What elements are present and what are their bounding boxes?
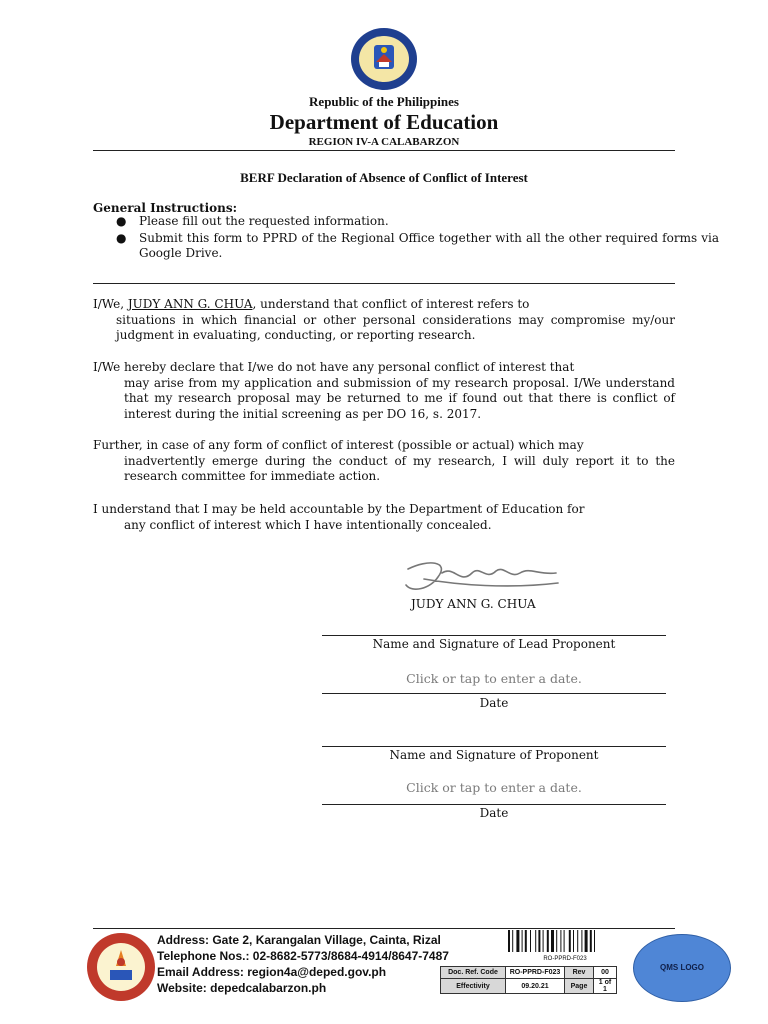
proponent-date-line xyxy=(322,804,666,805)
deped-seal-logo xyxy=(346,26,422,92)
barcode-text: RO-PPRD-F023 xyxy=(543,956,587,962)
footer-website: Website: depedcalabarzon.ph xyxy=(157,981,327,995)
footer-email: Email Address: region4a@deped.gov.ph xyxy=(157,965,387,979)
doc-ref-label: Doc. Ref. Code xyxy=(441,967,506,979)
region-seal-logo xyxy=(86,932,156,1002)
effectivity-label: Effectivity xyxy=(441,979,506,994)
form-title: BERF Declaration of Absence of Conflict of Interest xyxy=(240,170,528,185)
lead-signature-line xyxy=(322,635,666,636)
page-value: 1 of 1 xyxy=(594,979,617,994)
department-heading: Department of Education xyxy=(269,110,499,134)
bullet-icon: ● xyxy=(116,214,127,228)
republic-heading: Republic of the Philippines xyxy=(309,94,459,109)
paragraph-reporting: Further, in case of any form of conflict of interest (possible or actual) which may inadvertently emerge during the conduct of my research, I will duly report it to the research committee for immediate action. xyxy=(93,438,675,483)
paragraph-accountability: I understand that I may be held accountable by the Department of Education for any conflict of interest which I have intentionally concealed. xyxy=(93,502,585,532)
proponent-name-field[interactable]: JUDY ANN G. CHUA xyxy=(127,297,253,311)
doc-ref-value: RO-PPRD-F023 xyxy=(506,967,565,979)
handwritten-signature xyxy=(398,555,564,599)
lead-date-label: Date xyxy=(479,696,509,710)
instructions-list xyxy=(93,214,719,263)
page-label: Page xyxy=(565,979,594,994)
proponent-date-label: Date xyxy=(479,806,509,820)
lead-date-line xyxy=(322,693,666,694)
bullet-icon: ● xyxy=(116,231,127,245)
rev-label: Rev xyxy=(565,967,594,979)
paragraph-definition: I/We, JUDY ANN G. CHUA, understand that conflict of interest refers to situations in which financial or other personal considerations may compromise my/our judgment in evaluating, conducting, or reporting research. xyxy=(93,297,675,342)
paragraph-declaration: I/We hereby declare that I/we do not have any personal conflict of interest that may arise from my application and submission of my research proposal. I/We understand that my research proposal may be returned to me if found out that there is conflict of interest during the initial screening as per DO 16, s. 2017. xyxy=(93,360,675,421)
proponent-date-picker[interactable]: Click or tap to enter a date. xyxy=(406,780,582,795)
footer-divider xyxy=(93,928,675,929)
region-heading: REGION IV-A CALABARZON xyxy=(308,136,460,148)
lead-date-picker[interactable]: Click or tap to enter a date. xyxy=(406,671,582,686)
qms-logo: QMS LOGO xyxy=(633,934,731,1002)
instruction-item: ● Please fill out the requested information. xyxy=(116,214,389,228)
instructions-title: General Instructions: xyxy=(93,201,238,215)
effectivity-value: 09.20.21 xyxy=(506,979,565,994)
header-divider xyxy=(93,150,675,151)
instruction-item: ● Submit this form to PPRD of the Regional Office together with all the other required forms via Google Drive. xyxy=(116,231,719,260)
proponent-label: Name and Signature of Proponent xyxy=(389,748,599,762)
footer-telephone: Telephone Nos.: 02-8682-5773/8684-4914/8647-7487 xyxy=(157,949,449,963)
instructions-divider xyxy=(93,283,675,284)
signer-name: JUDY ANN G. CHUA xyxy=(411,597,536,611)
document-reference-table xyxy=(440,966,617,994)
rev-value: 00 xyxy=(594,967,617,979)
proponent-signature-line xyxy=(322,746,666,747)
lead-proponent-label: Name and Signature of Lead Proponent xyxy=(372,637,616,651)
footer-address: Address: Gate 2, Karangalan Village, Cainta, Rizal xyxy=(157,933,441,947)
barcode xyxy=(506,930,624,962)
